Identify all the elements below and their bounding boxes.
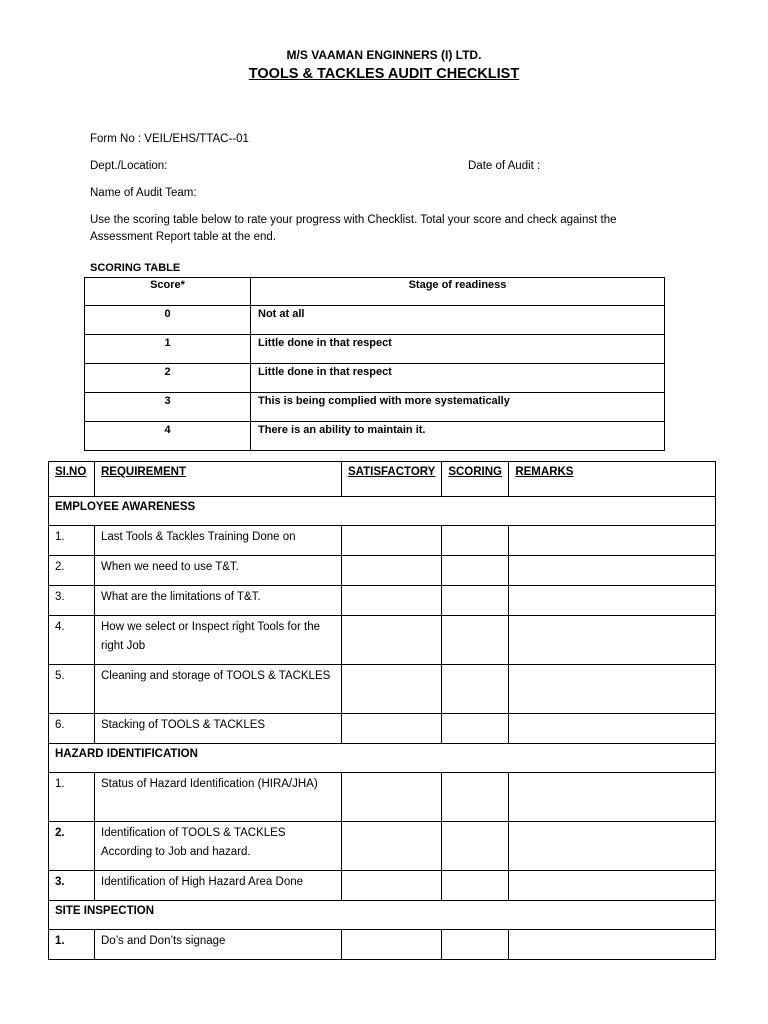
satisfactory-cell[interactable] [342, 871, 442, 901]
requirement-text: Stacking of TOOLS & TACKLES [95, 714, 342, 744]
requirement-text: What are the limitations of T&T. [95, 586, 342, 616]
section-title: EMPLOYEE AWARENESS [49, 497, 716, 526]
scoring-cell[interactable] [442, 556, 509, 586]
stage-text: There is an ability to maintain it. [251, 422, 665, 451]
remarks-cell[interactable] [509, 556, 716, 586]
stage-header: Stage of readiness [251, 278, 665, 306]
satisfactory-header: SATISFACTORY [342, 462, 442, 497]
table-row [49, 586, 716, 616]
item-number: 2. [49, 556, 95, 586]
item-number: 1. [49, 930, 95, 960]
stage-text: Not at all [251, 306, 665, 335]
item-number: 3. [49, 871, 95, 901]
scoring-table-header [85, 278, 665, 306]
dept-location-label: Dept./Location: [90, 160, 168, 172]
remarks-cell[interactable] [509, 665, 716, 714]
satisfactory-cell[interactable] [342, 586, 442, 616]
requirement-text: Status of Hazard Identification (HIRA/JHA) [95, 773, 342, 822]
satisfactory-cell[interactable] [342, 556, 442, 586]
score-value: 2 [85, 364, 251, 393]
date-of-audit-label: Date of Audit : [468, 160, 541, 172]
table-row [49, 773, 716, 822]
table-row [49, 930, 716, 960]
section-row [49, 901, 716, 930]
remarks-cell[interactable] [509, 616, 716, 665]
score-value: 4 [85, 422, 251, 451]
scoring-row [85, 422, 665, 451]
satisfactory-cell[interactable] [342, 526, 442, 556]
satisfactory-cell[interactable] [342, 930, 442, 960]
audit-checklist-table [48, 461, 716, 960]
item-number: 1. [49, 526, 95, 556]
table-row [49, 665, 716, 714]
item-number: 2. [49, 822, 95, 871]
instructions-line-1: Use the scoring table below to rate your progress with Checklist. Total your score and check against the [90, 214, 617, 226]
satisfactory-cell[interactable] [342, 822, 442, 871]
score-value: 3 [85, 393, 251, 422]
satisfactory-cell[interactable] [342, 616, 442, 665]
table-row [49, 526, 716, 556]
section-row [49, 497, 716, 526]
item-number: 4. [49, 616, 95, 665]
document-title-text: TOOLS & TACKLES AUDIT CHECKLIST [248, 66, 520, 82]
score-value: 0 [85, 306, 251, 335]
remarks-cell[interactable] [509, 822, 716, 871]
scoring-row [85, 306, 665, 335]
remarks-cell[interactable] [509, 526, 716, 556]
table-row [49, 714, 716, 744]
satisfactory-cell[interactable] [342, 773, 442, 822]
item-number: 6. [49, 714, 95, 744]
requirement-text: Do’s and Don’ts signage [95, 930, 342, 960]
stage-text: Little done in that respect [251, 335, 665, 364]
requirement-text: Last Tools & Tackles Training Done on [95, 526, 342, 556]
audit-team-label: Name of Audit Team: [90, 187, 197, 199]
satisfactory-cell[interactable] [342, 714, 442, 744]
table-row [49, 616, 716, 665]
item-number: 1. [49, 773, 95, 822]
document-title [0, 66, 768, 82]
scoring-cell[interactable] [442, 930, 509, 960]
section-row [49, 744, 716, 773]
score-value: 1 [85, 335, 251, 364]
company-name: M/S VAAMAN ENGINNERS (I) LTD. [286, 48, 482, 62]
scoring-cell[interactable] [442, 586, 509, 616]
si-no-header: SI.NO [49, 462, 95, 497]
scoring-cell[interactable] [442, 773, 509, 822]
remarks-cell[interactable] [509, 930, 716, 960]
form-number: Form No : VEIL/EHS/TTAC--01 [90, 133, 249, 145]
requirement-text: Identification of TOOLS & TACKLES According to Job and hazard. [95, 822, 342, 871]
scoring-row [85, 364, 665, 393]
remarks-cell[interactable] [509, 714, 716, 744]
remarks-cell[interactable] [509, 773, 716, 822]
stage-text: This is being complied with more systematically [251, 393, 665, 422]
stage-text: Little done in that respect [251, 364, 665, 393]
section-title: HAZARD IDENTIFICATION [49, 744, 716, 773]
table-row [49, 822, 716, 871]
scoring-cell[interactable] [442, 665, 509, 714]
scoring-cell[interactable] [442, 822, 509, 871]
item-number: 3. [49, 586, 95, 616]
scoring-cell[interactable] [442, 714, 509, 744]
requirement-header: REQUIREMENT [95, 462, 342, 497]
remarks-cell[interactable] [509, 871, 716, 901]
requirement-text: When we need to use T&T. [95, 556, 342, 586]
requirement-text: Cleaning and storage of TOOLS & TACKLES [95, 665, 342, 714]
table-row [49, 871, 716, 901]
instructions-line-2: Assessment Report table at the end. [90, 231, 277, 243]
section-title: SITE INSPECTION [49, 901, 716, 930]
scoring-row [85, 335, 665, 364]
requirement-text: Identification of High Hazard Area Done [95, 871, 342, 901]
table-row [49, 556, 716, 586]
scoring-row [85, 393, 665, 422]
remarks-header: REMARKS [509, 462, 716, 497]
item-number: 5. [49, 665, 95, 714]
remarks-cell[interactable] [509, 586, 716, 616]
scoring-cell[interactable] [442, 871, 509, 901]
scoring-table-label: SCORING TABLE [90, 262, 181, 274]
score-header: Score* [85, 278, 251, 306]
scoring-header: SCORING [442, 462, 509, 497]
audit-table-header [49, 462, 716, 497]
requirement-text: How we select or Inspect right Tools for the right Job [95, 616, 342, 665]
scoring-table [84, 277, 665, 451]
satisfactory-cell[interactable] [342, 665, 442, 714]
scoring-cell[interactable] [442, 526, 509, 556]
scoring-cell[interactable] [442, 616, 509, 665]
